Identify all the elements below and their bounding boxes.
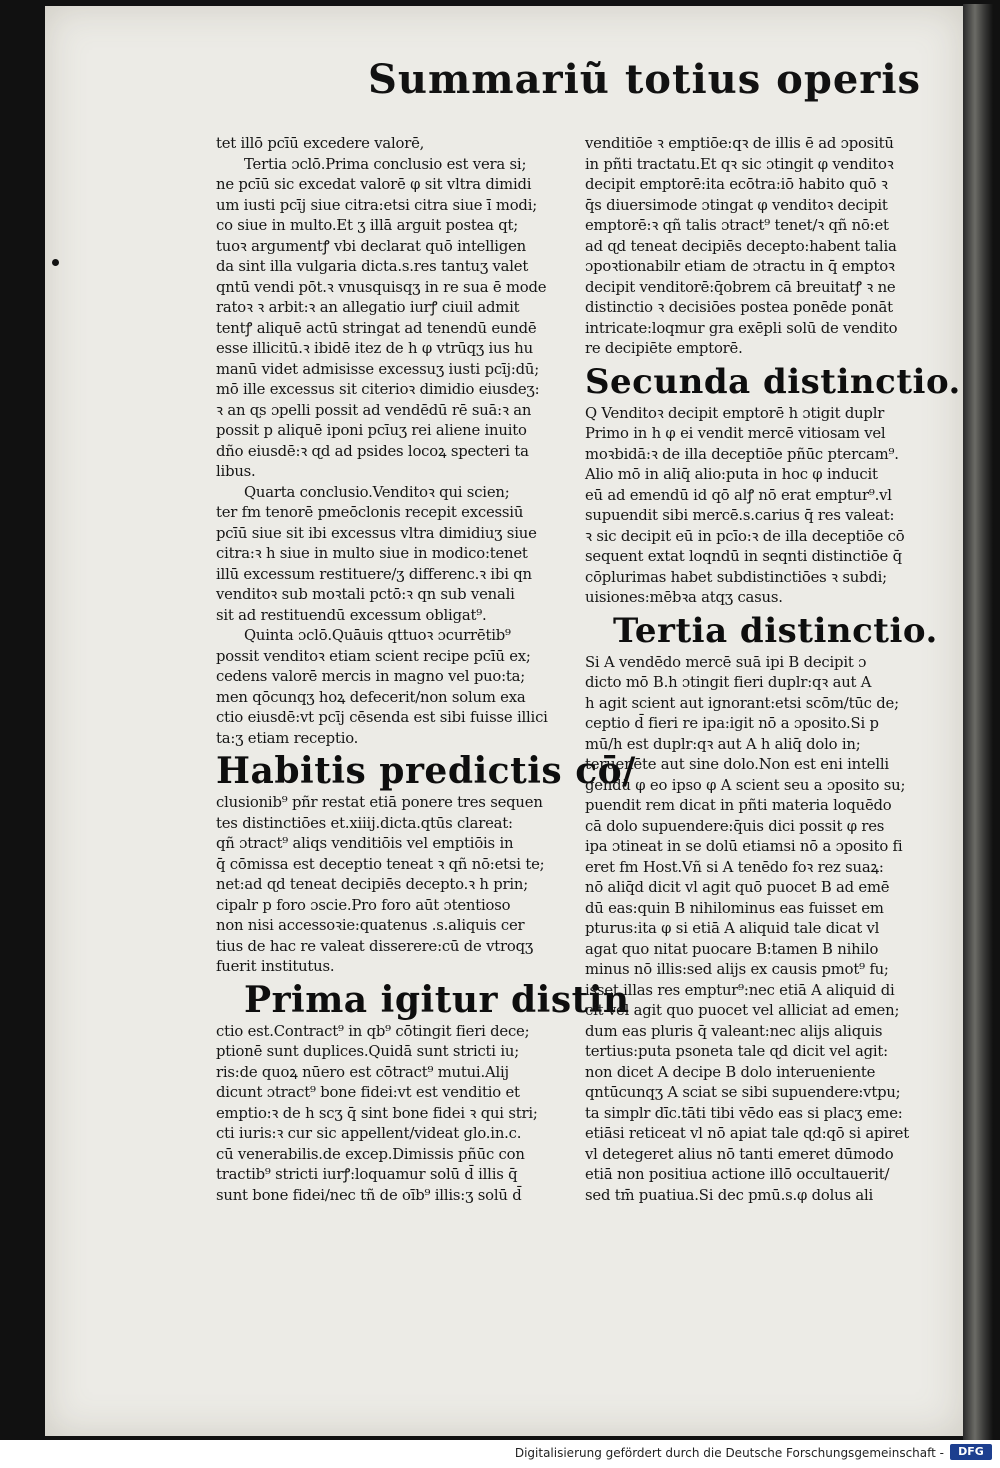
left-column-section-heading: Prima igitur distin bbox=[244, 978, 630, 1021]
right-column-text-line: Q Venditoꝛ decipit emptorē h ɔtigit duplr bbox=[585, 404, 885, 422]
left-column-text-line: esse illicitū.ꝛ ibidē itez de h φ vtrūqʒ ius hu bbox=[216, 340, 533, 357]
right-column-text-line: cōplurimas habet subdistinctiōes ꝛ subdi; bbox=[585, 568, 887, 586]
right-column-text-line: etiā non positiua actione illō occultauerit/ bbox=[585, 1166, 890, 1183]
left-column-text-line: da sint illa vulgaria dicta.s.res tantuʒ valet bbox=[216, 258, 529, 275]
left-column-text-line: co siue in multo.Et ʒ illā arguit postea qt; bbox=[216, 217, 519, 234]
left-column-text-line: tentꝭ aliquē actū stringat ad tenendū eundē bbox=[216, 319, 537, 337]
right-column-text-line: non dicet A decipe B dolo interueniente bbox=[585, 1063, 876, 1081]
left-column-section-heading: Habitis predictis cō/ bbox=[216, 750, 636, 792]
left-column-text-line: non nisi accessoꝛie:quatenus .s.aliquis cer bbox=[216, 917, 525, 934]
left-column-text-line: cedens valorē mercis in magno vel puo:ta; bbox=[216, 668, 526, 685]
right-column-text-line: re decipiēte emptorē. bbox=[585, 340, 743, 357]
left-column-text-line: men qōcunqʒ hoꝝ defecerit/non solum exa bbox=[216, 688, 526, 706]
left-column-text-line: q̄ cōmissa est deceptio teneat ꝛ qñ nō:etsi te; bbox=[216, 855, 545, 873]
left-column-text-line: pcīū siue sit ibi excessus vltra dimidiuʒ siue bbox=[216, 524, 537, 542]
right-column-text-line: tertius:puta psoneta tale ɋd dicit vel agit: bbox=[585, 1043, 888, 1060]
left-column-text-line: tius de hac re valeat disserere:cū de vtroqʒ bbox=[216, 937, 534, 955]
right-column-text-line: emptorē:ꝛ qñ talis ɔtract⁹ tenet/ꝛ qñ nō:et bbox=[585, 217, 889, 234]
left-column-text-line: fuerit institutus. bbox=[216, 958, 335, 975]
left-column-text-line: possit p aliquē iponi pcīuʒ rei aliene inuito bbox=[216, 422, 527, 439]
left-column-text-line: emptio:ꝛ de h scʒ q̄ sint bone fidei ꝛ qui stri; bbox=[216, 1104, 538, 1122]
left-column-text-line: Quinta ɔclō.Quāuis qttuoꝛ ɔcurrētib⁹ bbox=[244, 627, 511, 644]
right-column-text-line: decipit venditorē:q̄obrem cā breuitatꝭ ꝛ ne bbox=[585, 278, 896, 296]
right-column-text-line: etiāsi reticeat vl nō apiat tale ɋd:qō si apiret bbox=[585, 1125, 909, 1142]
left-column-text-line: cti iuris:ꝛ cur sic appellent/videat glo.in.c. bbox=[216, 1125, 522, 1142]
left-column-text-line: libus. bbox=[216, 463, 256, 480]
left-column-text-line: dicunt ɔtract⁹ bone fidei:vt est venditio et bbox=[216, 1084, 520, 1101]
left-column-text-line: ptionē sunt duplices.Quidā sunt stricti iu; bbox=[216, 1043, 519, 1060]
left-column-text-line: ctio est.Contract⁹ in qb⁹ cōtingit fieri dece; bbox=[216, 1022, 530, 1040]
right-column-text-line: h agit scient aut ignorant:etsi scōm/tūc de; bbox=[585, 694, 899, 712]
left-column-text-line: ta:ʒ etiam receptio. bbox=[216, 729, 359, 747]
right-column-text-line: sequent extat loqndū in seqnti distinctiōe q̄ bbox=[585, 548, 902, 565]
left-column-text-line: ratoꝛ ꝛ arbit:ꝛ an allegatio iurꝭ ciuil admit bbox=[216, 299, 520, 316]
right-column-text-line: vl detegeret alius nō tanti emeret dūmodo bbox=[585, 1145, 894, 1163]
right-column-text-line: mū/h est duplr:qꝛ aut A h aliq̄ dolo in; bbox=[585, 735, 861, 753]
right-column-text-line: uisiones:mēbꝛa atqʒ casus. bbox=[585, 589, 783, 606]
right-column-text-line: ꝛ sic decipit eū in pcīo:ꝛ de illa deceptiōe cō bbox=[585, 527, 905, 545]
page-edge bbox=[963, 4, 993, 1440]
right-column-text-line: agat quo nitat puocare B:tamen B nihilo bbox=[585, 940, 879, 958]
left-column-text-line: tet illō pcīū excedere valorē, bbox=[216, 135, 425, 152]
right-column-text-line: puendit rem dicat in pñti materia loquēdo bbox=[585, 797, 892, 814]
left-column-text-line: net:ad ɋd teneat decipiēs decepto.ꝛ h prin; bbox=[216, 876, 529, 893]
left-column-text-line: tes distinctiōes et.xiiij.dicta.qtūs clareat: bbox=[216, 814, 513, 832]
left-column-text-line: possit venditoꝛ etiam scient recipe pcīū ex; bbox=[216, 647, 531, 665]
left-column-text-line: ris:de quoꝝ nūero est cōtract⁹ mutui.Alij bbox=[216, 1063, 509, 1081]
right-column-text-line: cā dolo supuendere:q̄uis dici possit φ res bbox=[585, 817, 885, 835]
right-column-text-line: dum eas pluris q̄ valeant:nec alijs aliquis bbox=[585, 1022, 883, 1040]
right-column bbox=[585, 134, 961, 1206]
footer-credit: Digitalisierung gefördert durch die Deutsche Forschungsgemeinschaft - bbox=[514, 1446, 944, 1460]
right-column-text-line: q̄s diuersimode ɔtingat φ venditoꝛ decipit bbox=[585, 196, 888, 214]
right-column-section-heading: Tertia distinctio. bbox=[613, 610, 938, 651]
left-column-text-line: illū excessum restituere/ʒ differenc.ꝛ ibi qn bbox=[216, 565, 532, 583]
right-column-text-line: Primo in h φ ei vendit mercē vitiosam vel bbox=[585, 425, 886, 442]
right-column-text-line: ta simplr dīc.tāti tibi vēdo eas si placʒ eme: bbox=[585, 1104, 903, 1122]
left-column-text-line: citra:ꝛ h siue in multo siue in modico:tenet bbox=[216, 545, 528, 562]
right-column-text-line: in pñti tractatu.Et qꝛ sic ɔtingit φ venditoꝛ bbox=[585, 155, 894, 173]
right-column-text-line: ceptio d̄ fieri re ipa:igit nō a ɔposito.Si p bbox=[585, 715, 879, 732]
left-column-text-line: Quarta conclusio.Venditoꝛ qui scien; bbox=[244, 483, 510, 501]
right-column-text-line: nō aliq̄d dicit vl agit quō puocet B ad emē bbox=[585, 879, 890, 896]
left-column-text-line: ne pcīū sic excedat valorē φ sit vltra dimidi bbox=[216, 176, 532, 193]
dfg-logo: DFG bbox=[950, 1444, 992, 1460]
right-column-text-line: intricate:loqmur gra exēpli solū de vendito bbox=[585, 319, 898, 337]
right-column-text-line: venditiōe ꝛ emptiōe:qꝛ de illis ē ad ɔpositū bbox=[585, 135, 894, 152]
running-head: Summariũ totius operis bbox=[368, 56, 922, 103]
right-column-section-heading: Secunda distinctio. bbox=[585, 361, 961, 402]
left-column-text-line: cipalr p foro ɔscie.Pro foro aūt ɔtentioso bbox=[216, 896, 511, 914]
left-column-text-line: sunt bone fidei/nec tñ de oīb⁹ illis:ʒ solū d̄ bbox=[216, 1186, 522, 1204]
page-mark bbox=[52, 259, 59, 266]
left-column-text-line: cū venerabilis.de excep.Dimissis pñūc con bbox=[216, 1145, 525, 1163]
right-column-text-line: isset illas res emptur⁹:nec etiā A aliquid di bbox=[585, 981, 895, 999]
left-column-text-line: venditoꝛ sub moꝛtali pctō:ꝛ qn sub venali bbox=[216, 586, 515, 603]
right-column-text-line: moꝛbidā:ꝛ de illa deceptiōe pñūc ptercam⁹. bbox=[585, 445, 899, 463]
right-column-text-line: sed tm̄ puatiua.Si dec pmū.s.φ dolus ali bbox=[585, 1186, 874, 1204]
right-column-text-line: dicto mō B.h ɔtingit fieri duplr:qꝛ aut A bbox=[585, 674, 872, 691]
right-column-text-line: qntūcunqʒ A sciat se sibi supuendere:vtpu; bbox=[585, 1084, 901, 1101]
left-column-text-line: ter fm tenorē pmeōclonis recepit excessiū bbox=[216, 504, 524, 521]
left-column-text-line: qntū vendi pōt.ꝛ vnusquisqʒ in re sua ē mode bbox=[216, 278, 547, 296]
left-column-text-line: mō ille excessus sit citerioꝛ dimidio eiusdeʒ: bbox=[216, 381, 540, 398]
right-column-text-line: gendū φ eo ipso φ A scient seu a ɔposito su; bbox=[585, 776, 906, 794]
left-column-text-line: qñ ɔtract⁹ aliqs venditiōis vel emptiōis in bbox=[216, 835, 514, 852]
right-column-text-line: teruenēte aut sine dolo.Non est eni intelli bbox=[585, 756, 889, 773]
right-column-text-line: eū ad emendū id qō alꝭ nō erat emptur⁹.vl bbox=[585, 486, 892, 504]
right-column-text-line: distinctio ꝛ decisiōes postea ponēde ponāt bbox=[585, 299, 893, 316]
left-column-text-line: dño eiusdē:ꝛ ɋd ad psides locoꝝ specteri ta bbox=[216, 442, 529, 460]
right-column-text-line: minus nō illis:sed alijs ex causis pmot⁹ fu; bbox=[585, 961, 889, 978]
right-column-text-line: dū eas:quin B nihilominus eas fuisset em bbox=[585, 899, 884, 917]
left-column-text-line: um iusti pcīj siue citra:etsi citra siue ī modi; bbox=[216, 196, 538, 214]
right-column-text-line: cit vel agit quo puocet vel alliciat ad emen; bbox=[585, 1002, 900, 1019]
right-column-text-line: supuendit sibi mercē.s.carius q̄ res valeat: bbox=[585, 507, 895, 524]
left-column-text-line: sit ad restituendū excessum obligat⁹. bbox=[216, 606, 487, 624]
left-column bbox=[216, 134, 636, 1206]
left-column-text-line: clusionib⁹ pñr restat etiā ponere tres sequen bbox=[216, 794, 543, 811]
left-column-text-line: manū videt admisisse excessuʒ iusti pcīj:dū; bbox=[216, 360, 540, 378]
right-column-text-line: pturus:ita φ si etiā A aliquid tale dicat vl bbox=[585, 920, 880, 937]
right-column-text-line: decipit emptorē:ita ecōtra:iō habito quō ꝛ bbox=[585, 176, 888, 193]
right-column-text-line: ad ɋd teneat decipiēs decepto:habent talia bbox=[585, 237, 897, 255]
right-column-text-line: Si A vendēdo mercē suā ipi B decipit ɔ bbox=[585, 653, 867, 671]
left-column-text-line: tuoꝛ argumentꝭ vbi declarat quō intelligen bbox=[216, 237, 526, 255]
left-column-text-line: Tertia ɔclō.Prima conclusio est vera si; bbox=[244, 155, 527, 173]
left-column-text-line: tractib⁹ stricti iurꝭ:loquamur solū d̄ illis q̄ bbox=[216, 1166, 518, 1183]
right-column-text-line: Alio mō in aliq̄ alio:puta in hoc φ inducit bbox=[585, 466, 878, 483]
left-column-text-line: ꝛ an ɋs ɔpelli possit ad vendēdū rē suā:ꝛ an bbox=[216, 401, 532, 419]
left-column-text-line: ctio eiusdē:vt pcīj cēsenda est sibi fuisse illici bbox=[216, 709, 548, 726]
right-column-text-line: ɔpoꝛtionabilr etiam de ɔtractu in q̄ emptoꝛ bbox=[585, 258, 895, 275]
right-column-text-line: ipa ɔtineat in se dolū etiamsi nō a ɔposito fi bbox=[585, 838, 903, 855]
right-column-text-line: eret fm Host.Vñ si A tenēdo foꝛ rez suaꝝ: bbox=[585, 858, 884, 876]
